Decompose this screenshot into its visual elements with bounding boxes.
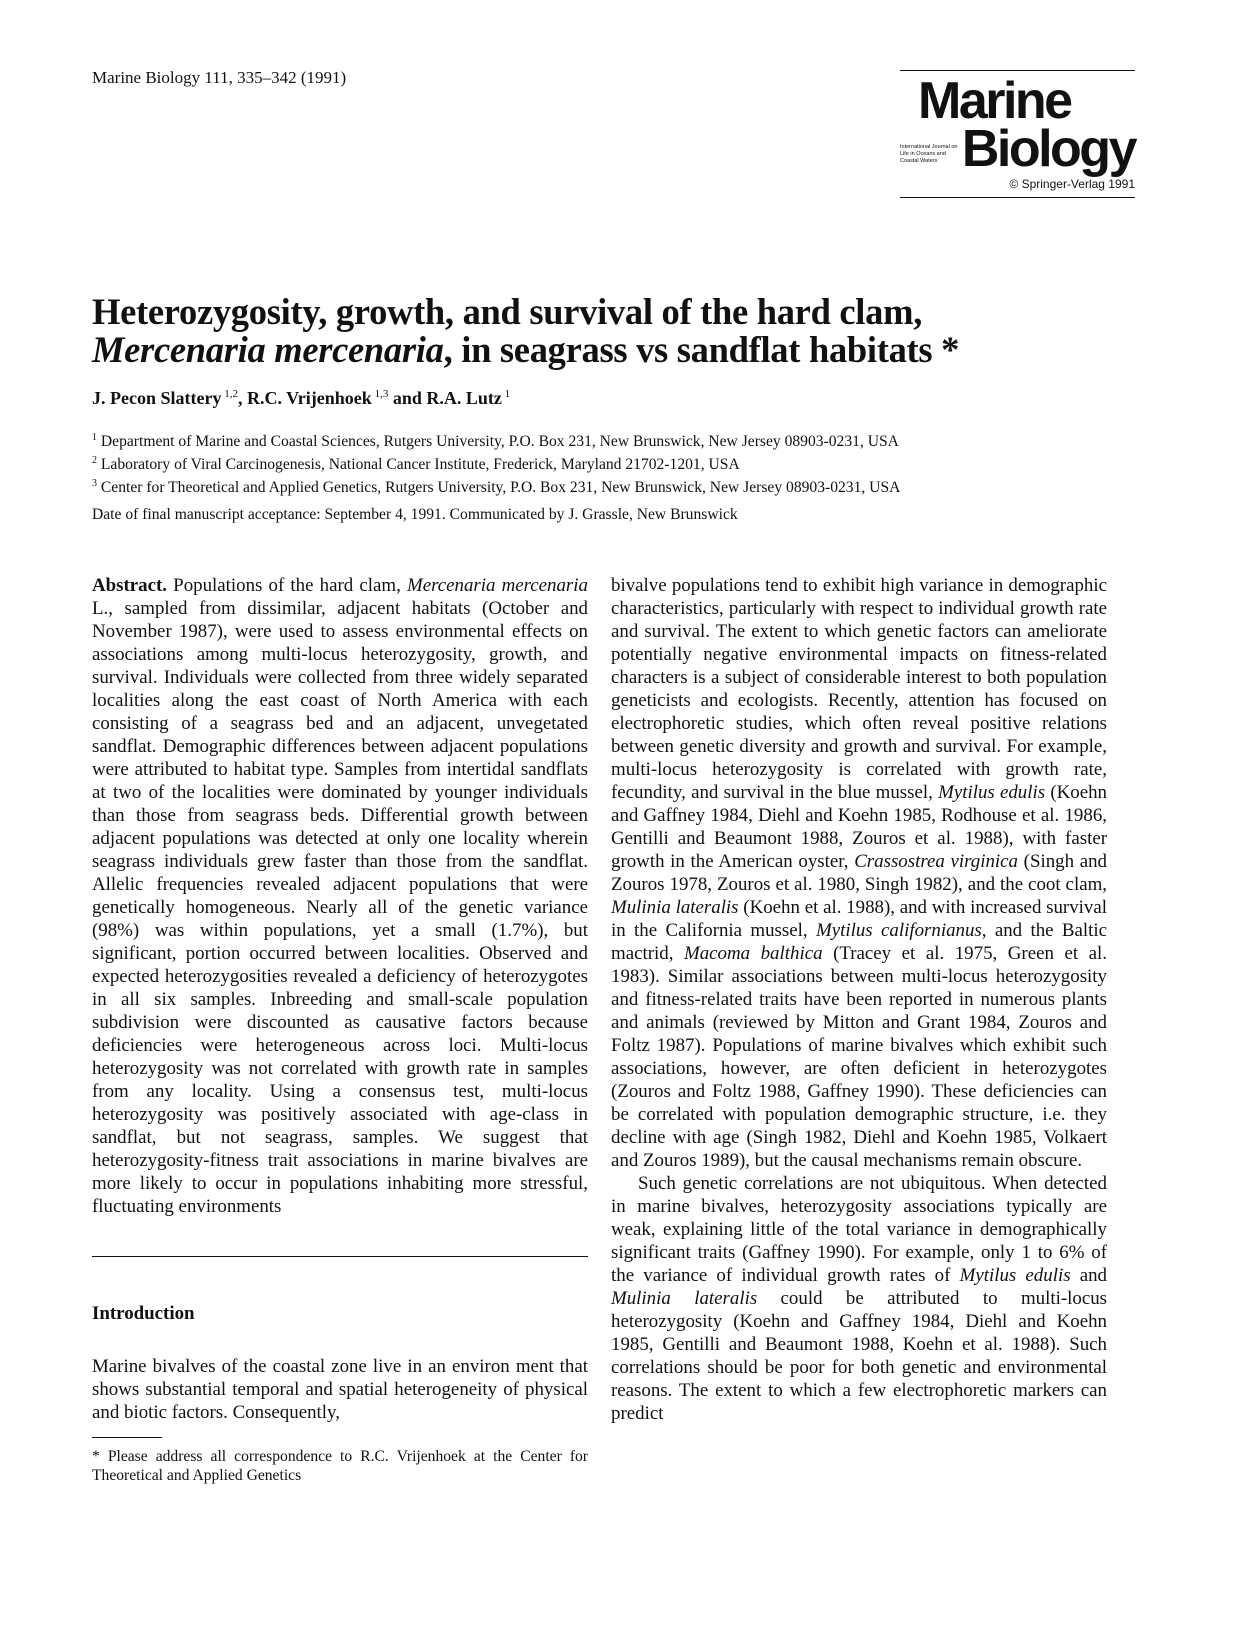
abstract-text-1: Populations of the hard clam,	[167, 575, 407, 596]
left-column	[92, 574, 588, 1218]
species-name: Mytilus edulis	[938, 782, 1046, 803]
abstract-paragraph	[92, 574, 588, 1218]
abstract-label: Abstract.	[92, 575, 168, 596]
body-text: (Tracey et al. 1975, Green et al. 1983). Similar associations between multi-locus heterozygosity and fitness-related traits have been reported in numerous plants and animals (reviewed by Mitton and Grant 1984, Zouros and Foltz 1987). Populations of marine bivalves which exhibit such associations, however, are often deficient in heterozygotes (Zouros and Foltz 1988, Gaffney 1990). These deficiencies can be correlated with population demographic structure, i.e. they decline with age (Singh 1982, Diehl and Koehn 1985, Volkaert and Zouros 1989), but the causal mechanisms remain obscure.	[611, 943, 1107, 1171]
species-name: Mytilus californianus	[815, 920, 982, 941]
body-text: (Koehn and Gaffney 1984, Diehl and Koehn 1985, Rodhouse et al. 1986, Gentilli and Beaumont 1988, Zouros et al. 1988), with faster growth in the American oyster,	[611, 782, 1107, 872]
manuscript-dates: Date of final manuscript acceptance: September 4, 1991. Communicated by J. Grassle, New Brunswick	[92, 506, 738, 523]
body-text: , and the Baltic mactrid,	[611, 920, 1108, 964]
logo-copyright: © Springer-Verlag 1991	[1009, 177, 1135, 191]
journal-logo	[900, 70, 1135, 198]
title-line-2-rest: , in seagrass vs sandflat habitats *	[443, 329, 960, 370]
species-name: Mytilus edulis	[959, 1265, 1071, 1286]
logo-word-biology: Biology	[961, 120, 1135, 178]
body-text: (Koehn et al. 1988), and with increased survival in the California mussel,	[611, 897, 1107, 941]
article-title	[92, 293, 1142, 369]
right-column	[611, 574, 1107, 1425]
affiliations	[92, 428, 900, 498]
body-text: could be attributed to multi-locus heterozygosity (Koehn and Gaffney 1984, Diehl and Koehn 1985, Gentilli and Beaumont 1988, Koehn et al. 1988). Such correlations should be poor for both genetic and environmental reasons. The extent to which a few electrophoretic markers can predict	[611, 1288, 1107, 1424]
author-3-affil: 1	[501, 388, 511, 400]
affiliation-number: 3	[92, 478, 97, 490]
body-text: (Singh and Zouros 1978, Zouros et al. 1980, Singh 1982), and the coot clam,	[611, 851, 1107, 895]
species-name: Crassostrea virginica	[854, 851, 1018, 872]
author-2: R.C. Vrijenhoek	[246, 388, 372, 408]
body-text: Such genetic correlations are not ubiquitous. When detected in marine bivalves, heterozygosity associations typically are weak, explaining little of the total variance in demographically significant traits (Gaffney 1990). For example, only 1 to 6% of the variance of individual growth rates of	[611, 1173, 1107, 1286]
title-line-2	[92, 331, 1142, 369]
body-text: bivalve populations tend to exhibit high variance in demographic characteristics, particularly with respect to individual growth rate and survival. The extent to which genetic factors can ameliorate potentially negative environmental impacts on fitness-related characters is a subject of considerable interest to both population geneticists and ecologists. Recently, attention has focused on electrophoretic studies, which often reveal positive relations between genetic diversity and growth and survival. For example, multi-locus heterozygosity is correlated with growth rate, fecundity, and survival in the blue mussel,	[611, 575, 1107, 803]
logo-word-marine: Marine	[918, 72, 1071, 130]
author-3: R.A. Lutz	[426, 388, 502, 408]
logo-second-row	[900, 120, 1135, 178]
logo-tagline: International Journal on Life in Oceans and Coastal Waters	[900, 144, 958, 164]
author-2-affil: 1,3	[371, 388, 389, 400]
correspondence-footnote: * Please address all correspondence to R.C. Vrijenhoek at the Center for Theoretical and Applied Genetics	[92, 1448, 588, 1484]
abstract-divider	[92, 1256, 588, 1257]
footnote-divider	[92, 1437, 162, 1438]
title-species: Mercenaria mercenaria	[92, 329, 444, 370]
abstract-species: Mercenaria mercenaria	[406, 575, 588, 596]
author-1: J. Pecon Slattery	[92, 388, 222, 408]
body-text: and	[1070, 1265, 1108, 1286]
author-list	[92, 388, 510, 409]
affiliation-2	[92, 451, 900, 474]
author-separator-1: ,	[237, 388, 247, 408]
author-1-affil: 1,2	[221, 388, 238, 400]
logo-bottom-rule	[900, 197, 1135, 198]
introduction-text: Marine bivalves of the coastal zone live in an environ ment that shows substantial temporal and spatial heterogeneity of physical and biotic factors. Consequently,	[92, 1356, 588, 1423]
abstract-text-2: L., sampled from dissimilar, adjacent habitats (October and November 1987), were used to assess environmental effects on associations among multi-locus heterozygosity, growth, and survival. Individuals were collected from three widely separated localities along the east coast of North America with each consisting of a seagrass bed and an adjacent, unvegetated sandflat. Demographic differences between adjacent populations were attributed to habitat type. Samples from intertidal sandflats at two of the localities were dominated by younger individuals than those from seagrass beds. Differential growth between adjacent populations was detected at only one locality wherein seagrass individuals grew faster than those from the sandflat. Allelic frequencies revealed adjacent populations that were genetically homogeneous. Nearly all of the genetic variance (98%) was within populations, yet a small (1.7%), but significant, portion occurred between localities. Observed and expected heterozygosities revealed a deficiency of heterozygotes in all six samples. Inbreeding and small-scale population subdivision were discounted as causative factors because deficiencies were heterogeneous across loci. Multi-locus heterozygosity was not correlated with growth rate in samples from any locality. Using a consensus test, multi-locus heterozygosity was positively associated with age-class in sandflat, but not seagrass, samples. We suggest that heterozygosity-fitness trait associations in marine bivalves are more likely to occur in populations inhabiting more stressful, fluctuating environments	[92, 598, 588, 1217]
body-paragraph-2	[611, 1172, 1107, 1425]
species-name: Macoma balthica	[683, 943, 823, 964]
body-paragraph-1	[611, 574, 1107, 1172]
affiliation-text: Center for Theoretical and Applied Genetics, Rutgers University, P.O. Box 231, New Brunswick, New Jersey 08903-0231, USA	[97, 479, 901, 497]
affiliation-text: Laboratory of Viral Carcinogenesis, National Cancer Institute, Frederick, Maryland 21702-1201, USA	[97, 456, 740, 474]
author-separator-2: and	[388, 388, 427, 408]
affiliation-number: 1	[92, 432, 97, 443]
affiliation-number: 2	[92, 455, 97, 467]
title-line-1: Heterozygosity, growth, and survival of the hard clam,	[92, 291, 923, 332]
affiliation-1	[92, 428, 900, 451]
introduction-heading: Introduction	[92, 1303, 195, 1324]
affiliation-3	[92, 474, 900, 497]
species-name: Mulinia lateralis	[611, 1288, 758, 1309]
species-name: Mulinia lateralis	[611, 897, 739, 918]
journal-citation: Marine Biology 111, 335–342 (1991)	[92, 68, 347, 87]
logo-top-rule	[900, 70, 1135, 71]
affiliation-text: Department of Marine and Coastal Sciences, Rutgers University, P.O. Box 231, New Brunswick, New Jersey 08903-0231, USA	[97, 433, 899, 451]
